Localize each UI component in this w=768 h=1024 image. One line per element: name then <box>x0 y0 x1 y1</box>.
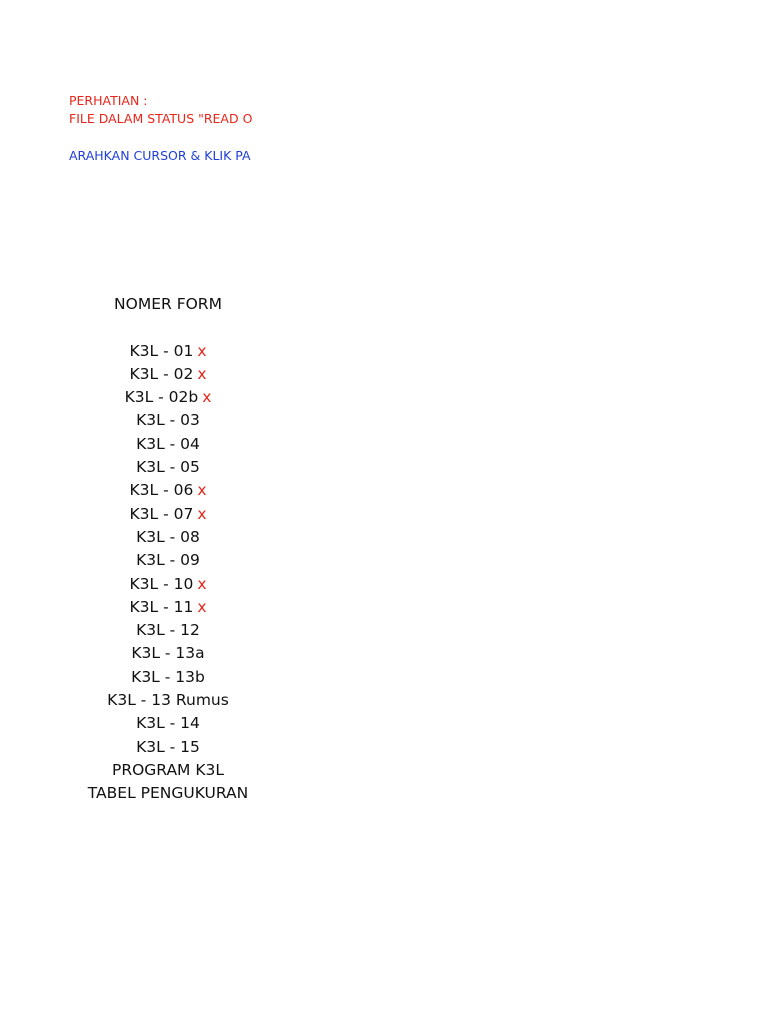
form-link[interactable] <box>68 479 268 502</box>
form-link[interactable] <box>68 642 268 665</box>
form-link-label: K3L - 10 <box>129 574 194 593</box>
form-link[interactable] <box>68 573 268 596</box>
form-link-label: K3L - 09 <box>136 551 200 570</box>
form-link-label: K3L - 02 <box>129 364 194 383</box>
notice-heading: PERHATIAN : <box>69 93 148 108</box>
form-link[interactable] <box>68 340 268 363</box>
notice-instruction: ARAHKAN CURSOR & KLIK PA <box>69 148 251 163</box>
form-items <box>68 340 268 806</box>
form-link-label: K3L - 15 <box>136 737 200 756</box>
marked-indicator: x <box>197 481 207 500</box>
form-link-label: K3L - 03 <box>136 411 200 430</box>
form-list-title: NOMER FORM <box>114 295 222 313</box>
form-link[interactable] <box>68 689 268 712</box>
marked-indicator: x <box>197 341 207 360</box>
form-link-label: K3L - 07 <box>129 504 194 523</box>
form-link-label: K3L - 13a <box>131 644 205 663</box>
form-link[interactable] <box>68 782 268 805</box>
form-link-label: K3L - 14 <box>136 714 200 733</box>
form-link-label: K3L - 11 <box>129 597 194 616</box>
marked-indicator: x <box>197 504 207 523</box>
form-link-label: K3L - 01 <box>129 341 194 360</box>
marked-indicator: x <box>197 574 207 593</box>
form-link-label: TABEL PENGUKURAN <box>87 784 249 803</box>
form-link-label: K3L - 02b <box>124 388 199 407</box>
form-link[interactable] <box>68 549 268 572</box>
form-link-label: PROGRAM K3L <box>111 760 225 779</box>
form-link[interactable] <box>68 526 268 549</box>
form-link[interactable] <box>68 736 268 759</box>
form-link[interactable] <box>68 596 268 619</box>
form-link[interactable] <box>68 386 268 409</box>
form-link-label: K3L - 13 Rumus <box>107 691 229 710</box>
form-list <box>68 293 268 806</box>
form-link-label: K3L - 13b <box>131 667 205 686</box>
form-link[interactable] <box>68 666 268 689</box>
form-link[interactable] <box>68 433 268 456</box>
form-link-label: K3L - 06 <box>129 481 194 500</box>
form-link[interactable] <box>68 456 268 479</box>
marked-indicator: x <box>197 364 207 383</box>
form-link[interactable] <box>68 759 268 782</box>
form-link-label: K3L - 12 <box>136 621 200 640</box>
marked-indicator: x <box>202 388 212 407</box>
form-link-label: K3L - 04 <box>136 434 200 453</box>
form-link[interactable] <box>68 503 268 526</box>
form-link-label: K3L - 08 <box>136 527 200 546</box>
form-link[interactable] <box>68 619 268 642</box>
form-link[interactable] <box>68 409 268 432</box>
marked-indicator: x <box>197 597 207 616</box>
form-link-label: K3L - 05 <box>136 458 200 477</box>
form-link[interactable] <box>68 363 268 386</box>
form-link[interactable] <box>68 712 268 735</box>
notice-read-only-status: FILE DALAM STATUS "READ O <box>69 111 253 126</box>
